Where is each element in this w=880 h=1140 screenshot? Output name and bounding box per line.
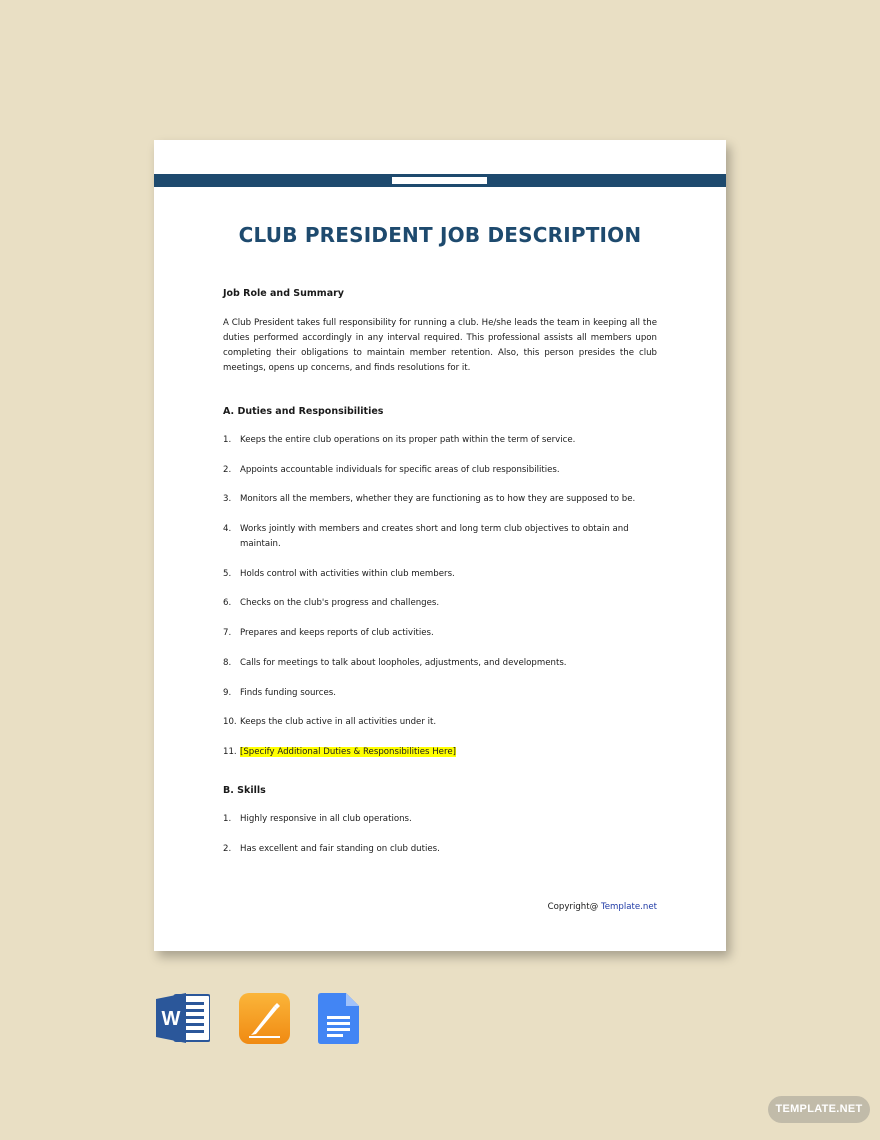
list-item-number: 2. (223, 464, 232, 475)
list-item (223, 492, 657, 507)
duties-list (223, 433, 657, 760)
list-item (223, 686, 657, 701)
list-item (223, 522, 657, 552)
list-item (223, 842, 657, 857)
pages-icon[interactable] (239, 993, 290, 1044)
google-docs-icon[interactable] (318, 993, 359, 1044)
list-item (223, 715, 657, 730)
list-item-text: Checks on the club's progress and challenges. (240, 598, 440, 609)
list-item-number: 5. (223, 568, 232, 579)
duties-heading: A. Duties and Responsibilities (223, 406, 384, 417)
list-item-text: Prepares and keeps reports of club activities. (240, 628, 434, 639)
word-icon[interactable] (156, 993, 210, 1043)
placeholder-highlight[interactable]: [Specify Additional Duties & Responsibilities Here] (240, 746, 456, 757)
list-item-number: 6. (223, 598, 232, 609)
list-item-text: Holds control with activities within club members. (240, 568, 455, 579)
summary-heading: Job Role and Summary (223, 288, 344, 299)
copyright-prefix: Copyright@ (547, 902, 601, 912)
list-item-number: 8. (223, 657, 232, 668)
list-item-text: Calls for meetings to talk about loopholes, adjustments, and developments. (240, 657, 567, 668)
skills-list (223, 812, 657, 857)
list-item-text: Keeps the entire club operations on its proper path within the term of service. (240, 435, 576, 445)
list-item-number: 9. (223, 687, 232, 698)
document-page (154, 140, 726, 951)
list-item-number: 1. (223, 435, 232, 445)
list-item-number: 3. (223, 494, 232, 505)
skills-heading: B. Skills (223, 784, 266, 796)
list-item (223, 626, 657, 641)
list-item-number: 4. (223, 524, 232, 535)
list-item (223, 463, 657, 478)
template-net-watermark: TEMPLATE.NET (768, 1096, 870, 1123)
document-title: CLUB PRESIDENT JOB DESCRIPTION (238, 223, 642, 247)
svg-text:W: W (161, 1008, 181, 1030)
list-item-text: Works jointly with members and creates short and long term club objectives to obtain and maintain. (240, 524, 629, 550)
list-item (223, 812, 657, 827)
list-item-number: 10. (223, 717, 237, 728)
copyright-notice (548, 902, 657, 912)
list-item-text: Monitors all the members, whether they are functioning as to how they are supposed to be. (240, 494, 636, 505)
list-item-number: 7. (223, 628, 232, 639)
list-item-number: 2. (223, 843, 232, 854)
list-item-number: 11. (223, 746, 237, 757)
header-band (154, 174, 726, 187)
list-item (223, 745, 657, 760)
list-item-text: Appoints accountable individuals for specific areas of club responsibilities. (240, 464, 560, 475)
copyright-brand-link[interactable]: Template.net (600, 902, 657, 912)
header-band-notch (392, 177, 487, 184)
list-item (223, 433, 657, 448)
list-item (223, 567, 657, 582)
list-item (223, 656, 657, 671)
list-item-text: Finds funding sources. (240, 687, 336, 698)
list-item-text: Keeps the club active in all activities under it. (240, 717, 437, 728)
list-item-text: Highly responsive in all club operations. (240, 813, 412, 824)
list-item (223, 596, 657, 611)
list-item-number: 1. (223, 813, 232, 824)
list-item-text: Has excellent and fair standing on club duties. (240, 843, 440, 854)
document-content (223, 288, 657, 871)
summary-text: A Club President takes full responsibility for running a club. He/she leads the team in keeping all the duties performed accordingly in any interval required. This professional assists all members upon completing their obligations to maintain member retention. Also, this person presides the club meetings, opens up concerns, and finds resolutions for it. (223, 318, 657, 373)
